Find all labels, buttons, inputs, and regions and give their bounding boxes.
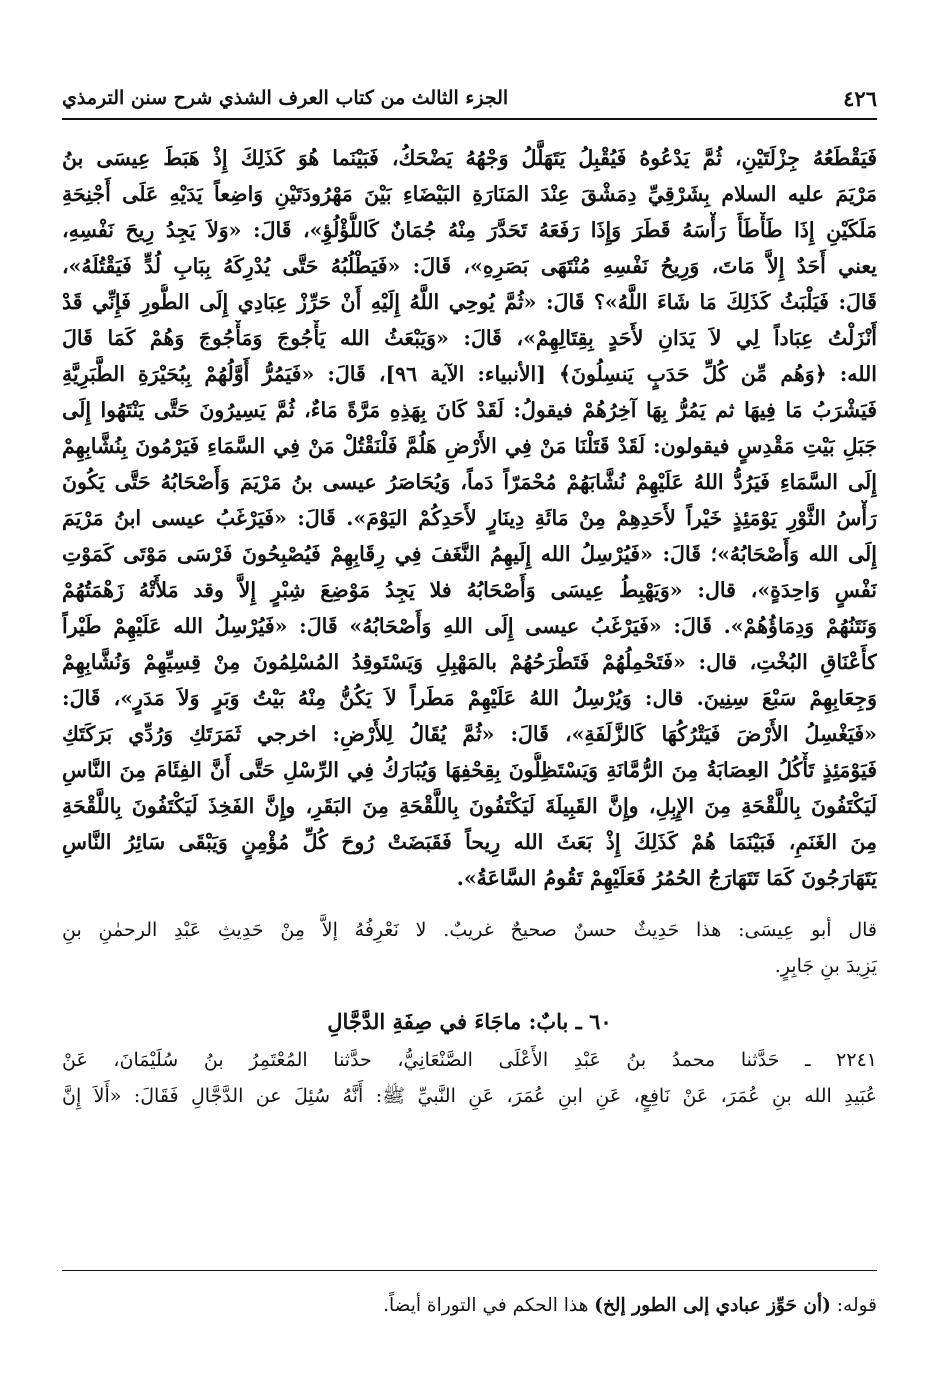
hadith-line: وَنَتَنُهُمْ وَدِمَاؤُهُمْ». قَالَ: «فَيَرْغَبُ عيسى إِلَى اللهِ وَأَصْحَابُهُ» قَالَ: «فَيُرْسِلُ الله عَلَيْهِمْ طَيْراً [62,614,877,638]
hadith-line: يعني أَحَدٌ إِلاَّ مَاتَ، وَرِيحُ نَفْسِهِ مُنْتَهَى بَصَرِهِ»، قَالَ: «فَيَطْلُبُهُ حَتَّى يُدْرِكَهُ بِبَابِ لُدٍّ فَيَقْتُلَهُ»، [62,254,877,278]
hadith-line: مَرْيَمَ عليه السلام بِشَرْقِيِّ دِمَشْقَ عِنْدَ المَنَارَةِ البَيْضَاءِ بَيْنَ مَهْرُودَتَيْنِ وَاضِعاً يَدَيْهِ عَلَى أَجْنِحَةِ [62,182,877,206]
hadith-line: إِلَى السَّمَاءِ فَيَرُدُّ اللهُ عَلَيْهِمْ نُشَّابَهُمْ مُحْمَرّاً دَماً، وَيُحَاصَرُ عيسى بنُ مَرْيَمَ وَأَصْحَابُهُ حَتَّى يَكُونَ [62,470,877,494]
chapter-heading: ٦٠ ـ بابٌ: ماجَاءَ في صِفَةِ الدَّجَّالِ [327,1009,612,1034]
running-title: الجزء الثالث من كتاب العرف الشذي شرح سنن الترمذي [62,87,509,109]
page-body [62,140,877,1114]
hadith-line: جَبَلِ بَيْتِ مَقْدِسٍ فيقولون: لَقَدْ قَتَلْنَا مَنْ فِي الأَرْضِ هَلُمَّ فَلْنَقْتُلْ مَنْ فِي السَّمَاءِ فَيَرْمُونَ بِنُشَّابِهِمْ [62,434,877,458]
hadith-line: «فَيَغْسِلُ الأَرْضَ فَيَتْرُكُهَا كَالزَّلَفَةِ»، قَالَ: «ثُمَّ يُقَالُ لِلأَرْضِ: اخرجي ثَمَرَتَكِ وَرُدِّي بَرَكَتَكِ [62,722,877,746]
footnote-rest: هذا الحكم في التوراة أيضاً. [383,1295,595,1316]
footnote [62,1290,877,1322]
hadith-line: رَأْسُ الثَّوْرِ يَوْمَئِذٍ خَيْراً لأَحَدِهِمْ مِنْ مَائَةِ دِينَارٍ لأَحَدِكُمْ اليَوْمَ». قَالَ: «فَيَرْغَبُ عيسى ابنُ مَرْيَمَ [62,506,877,530]
hadith-line: وَجِعَابِهِمْ سَبْعَ سِنِينَ. قال: وَيُرْسِلُ اللهُ عَلَيْهِمْ مَطَراً لاَ يَكُنُّ مِنْهُ بَيْتُ وَبَرٍ وَلاَ مَدَرٍ»، قَالَ: [62,686,877,710]
hadith-line: فَيَوْمَئِذٍ تَأْكُلُ العِصَابَةُ مِنَ الرُّمَّانَةِ وَيَسْتَظِلُّونَ بِقِحْفِهَا وَيُبَارَكُ فِي الرِّسْلِ حَتَّى أَنَّ الفِئَامَ مِنَ النَّاسِ [62,758,877,782]
footnote-lead: قوله: [830,1295,877,1316]
hadith-line: فَيَقْطَعُهُ جِزْلَتَيْنِ، ثُمَّ يَدْعُوهُ فَيُقْبِلُ يَتَهَلَّلُ وَجْهُهُ يَضْحَكُ، فَبَيْنَما هُوَ كَذَلِكَ إِذْ هَبَطَ عِيسَى بنُ [62,146,877,170]
comment-line: يَزِيدَ بنِ جَابِرٍ. [774,955,877,977]
hadith-line: إِلَى الله وَأَصْحَابُهُ»؛ قَالَ: «فَيُرْسِلُ الله إِلَيهِمُ النَّغَفَ فِي رِقَابِهِمْ فَيُصْبِحُونَ فَرْسَى مَوْتَى كَمَوْتِ [62,542,877,566]
hadith-line: يَتَهَارَجُونَ كَمَا تَتَهَارَجُ الحُمُرُ فَعَلَيْهِمْ تَقُومُ السَّاعَةُ». [456,866,877,890]
next-hadith-line: ٢٢٤١ ـ حَدَّثنا محمدُ بنُ عَبْدِ الأَعْلَى الصَّنْعَانِيُّ، حدَّثنا المُعْتَمِرُ بنُ سُلَيْمَانَ، عَنْ [62,1049,877,1071]
hadith-text [62,140,877,896]
hadith-line: لَيَكْتَفُونَ بِاللَّقْحَةِ مِنَ الإِبِلِ، وإِنَّ القَبِيلَةَ لَيَكْتَفُونَ بِاللَّقْحَةِ مِنَ البَقَرِ، وإِنَّ الفَخِذَ لَيَكْتَفُونَ بِاللَّقْحَةِ [62,794,877,818]
next-hadith-line: عُبَيدِ الله بنِ عُمَرَ، عَنْ نَافِعٍ، عَنِ ابنِ عُمَرَ، عَنِ النَّبيِّ ﷺ: أَنَّهُ سُئِلَ عن الدَّجَّالِ فَقَالَ: «أَلاَ إِنَّ [62,1085,877,1107]
hadith-line: فَيَشْرَبُ مَا فِيهَا ثم يَمُرُّ بِهَا آخِرُهُمْ فيقولُ: لَقَدْ كَانَ بِهَذِهِ مَرَّةً مَاءٌ، ثُمَّ يَسِيرُونَ حَتَّى يَنْتَهُوا إِلَى [62,398,877,422]
page-header [62,78,877,120]
hadith-line: أَنْزَلْتُ عِبَاداً لِي لاَ يَدَانِ لأَحَدٍ بِقِتَالِهِمْ»، قَالَ: «وَيَبْعَثُ الله يَأْجُوجَ وَمَأْجُوجَ وَهُمْ كَمَا قَالَ [62,326,877,350]
footnote-phrase: (أن حَوِّز عبادي إلى الطور إلخ) [594,1295,831,1316]
next-hadith [62,1042,877,1114]
hadith-line: كأَعْنَاقِ البُخْتِ، قال: «فَتَحْمِلُهُمْ فَتَطْرَحُهُمْ بالمَهْبِلِ وَيَسْتَوقِدُ المُسْلِمُونَ مِنْ قِسِيِّهِمْ وَنُشَّابِهِمْ [62,650,877,674]
tirmidhi-comment [62,912,877,984]
hadith-line: مِنَ الغَنَمِ، فَبَيْنَمَا هُمْ كَذَلِكَ إِذْ بَعَثَ الله رِيحاً فَقَبَضَتْ رُوحَ كُلِّ مُؤْمِنٍ وَيَبْقَى سَائِرُ النَّاسِ [62,830,877,854]
comment-line: قال أبو عِيسَى: هذا حَدِيثٌ حسنٌ صحيحٌ غريبٌ. لا نَعْرِفُهُ إلاَّ مِنْ حَدِيثِ عَبْدِ الرحمٰنِ بنِ [62,919,877,941]
hadith-line: مَلَكَيْنِ إِذَا طَأْطَأَ رَأْسَهُ قَطَرَ وَإِذَا رَفَعَهُ تَحَدَّرَ مِنْهُ جُمَانٌ كَاللُّؤْلُؤِ»، قَالَ: «وَلاَ يَجِدُ رِيحَ نَفْسِهِ، [62,218,877,242]
footnote-divider [62,1270,877,1271]
page-number: ٤٢٦ [843,85,877,111]
hadith-line: قَالَ: فَيَلْبَثُ كَذَلِكَ مَا شَاءَ اللَّهُ»؟ قَالَ: «ثُمَّ يُوحِي اللَّهُ إِلَيْهِ أَنْ حَرِّزْ عِبَادِي إِلَى الطُّورِ فَإِنِّي قَدْ [62,290,877,314]
hadith-line: نَفْسٍ وَاحِدَةٍ»، قال: «وَيَهْبِطُ عِيسَى وَأَصْحَابُهُ فلا يَجِدُ مَوْضِعَ شِبْرٍ إِلاَّ وقد مَلأَتْهُ زَهْمَتُهُمْ [62,578,877,602]
hadith-line: الله: ﴿وَهُم مِّن كُلِّ حَدَبٍ يَنسِلُونَ﴾ [الأنبياء: الآية ٩٦]، قَالَ: «فَيَمُرُّ أَوَّلُهُمْ بِبُحَيْرَةِ الطَّبَرِيَّةِ [62,362,877,386]
